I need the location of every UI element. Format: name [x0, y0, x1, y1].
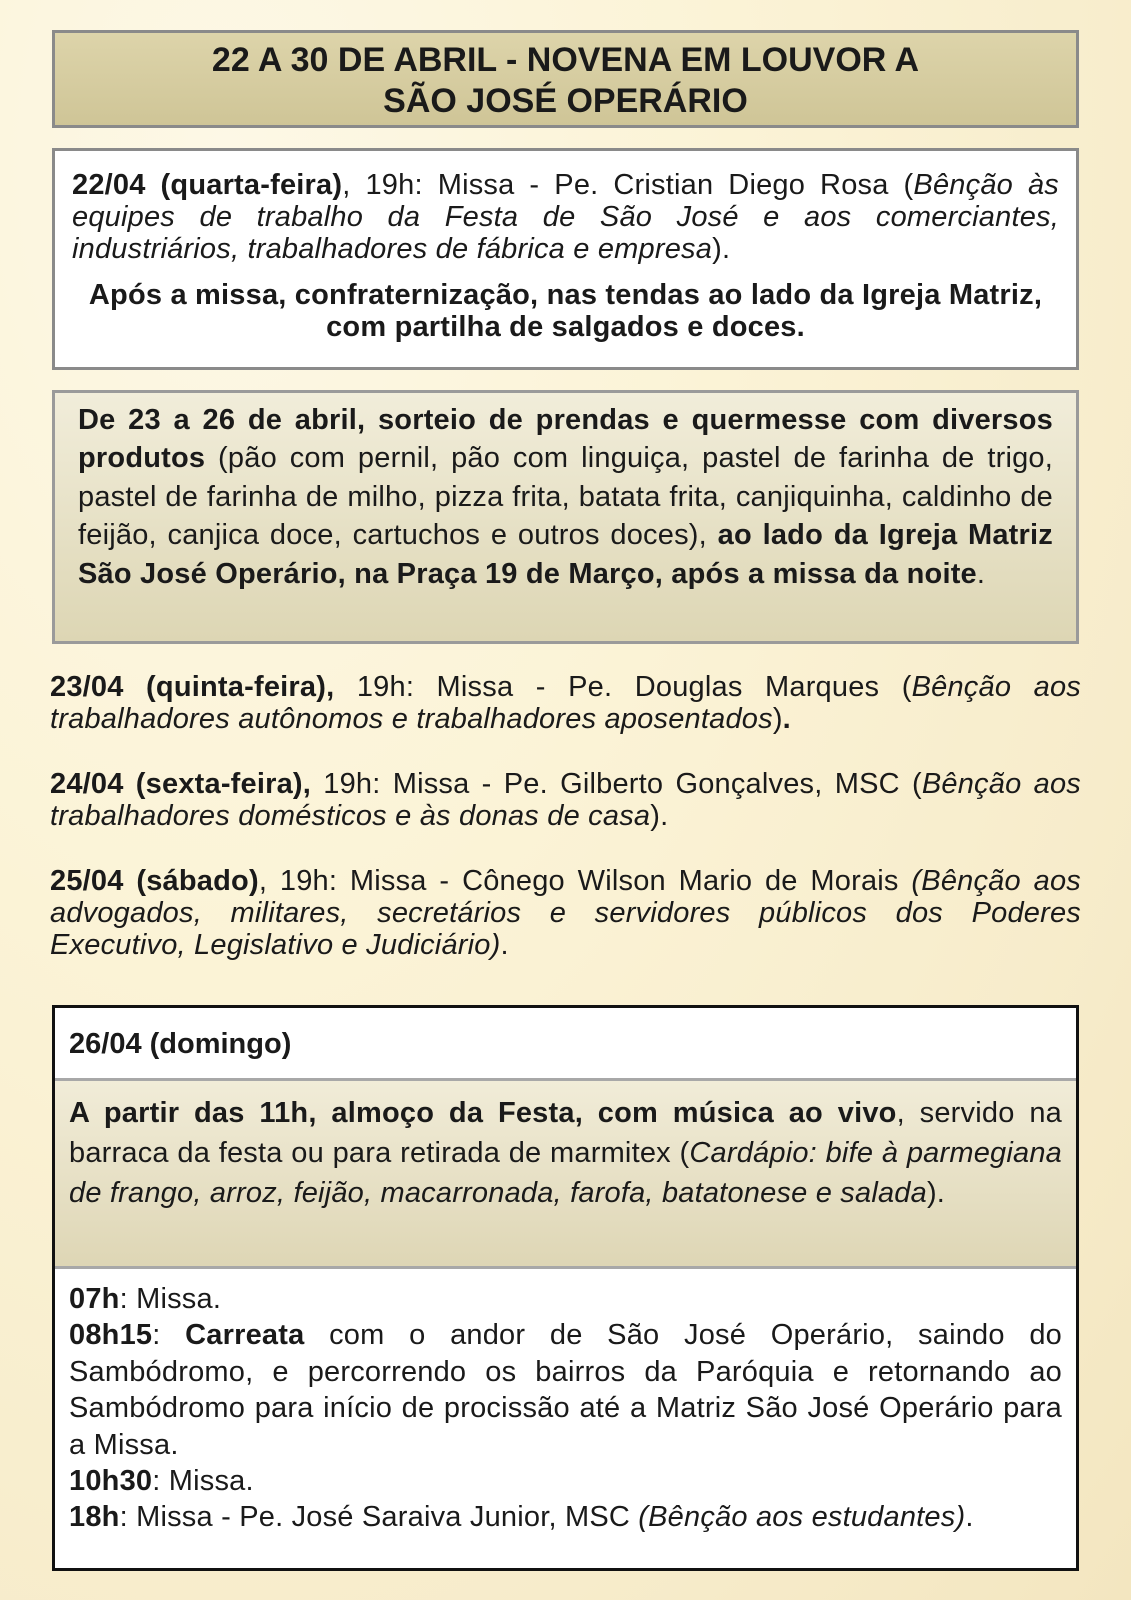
day-2304-close: ) [772, 703, 783, 735]
sunday-schedule [55, 1269, 1076, 1536]
day-2304-text [50, 671, 1081, 735]
title-line-2: SÃO JOSÉ OPERÁRIO [383, 82, 748, 120]
after-mass-note: Após a missa, confraternização, nas tendas ao lado da Igreja Matriz, com partilha de salgados e doces. [88, 279, 1043, 343]
schedule-item-1800 [69, 1499, 1062, 1535]
day-2404-blessing: Bênção aos trabalhadores domésticos e às donas de casa [50, 768, 1081, 832]
paren-close: ). [712, 233, 731, 265]
day-2304-date: 23/04 (quinta-feira), [50, 671, 335, 703]
day-2404-text [50, 768, 1081, 832]
lunch-detail: , servido na barraca da festa ou para retirada de marmitex ( [69, 1097, 1062, 1169]
quermesse-products: (pão com pernil, pão com linguiça, pastel de farinha de trigo, pastel de farinha de milho, pizza frita, batata frita, canjiquinha, caldinho de feijão, canjica doce, cartuchos e outros doces), [78, 442, 1053, 552]
day-2304-blessing: Bênção aos trabalhadores autônomos e trabalhadores aposentados [50, 671, 1081, 735]
day-2404-date: 24/04 (sexta-feira), [50, 768, 312, 800]
schedule-end: . [965, 1501, 974, 1534]
schedule-item-1030 [69, 1463, 1062, 1499]
day-2504-date: 25/04 (sábado) [50, 865, 259, 897]
quermesse-intro: De 23 a 26 de abril, sorteio de prendas e quermesse com diversos produtos [78, 404, 1053, 475]
quermesse-text [78, 401, 1053, 593]
carreata-label: Carreata [185, 1319, 305, 1352]
day-2504-blessing: (Bênção aos advogados, militares, secretários e servidores públicos dos Poderes Executivo, Legislativo e Judiciário) [50, 865, 1081, 961]
day-2404-close: ). [650, 800, 669, 832]
lunch-text [69, 1093, 1062, 1213]
schedule-text: : Missa. [119, 1283, 222, 1315]
schedule-time: 10h30 [69, 1465, 153, 1498]
schedule-text: com o andor de São José Operário, saindo do Sambódromo, e percorrendo os bairros da Paróquia e retornando ao Sambódromo para início de procissão até a Matriz São José Operário para a Missa. [69, 1319, 1062, 1461]
day-2204-mass: , 19h: Missa - Pe. Cristian Diego Rosa [342, 169, 889, 201]
schedule-sep: : [152, 1319, 186, 1352]
day-2204-entry [72, 169, 1059, 265]
day-2504-entry [50, 865, 1081, 961]
day-2304-entry [50, 671, 1081, 735]
page-title [52, 30, 1079, 128]
day-2504-text [50, 865, 1081, 961]
paren-open: ( [888, 169, 914, 201]
day-2504-close: . [500, 929, 509, 961]
quermesse-box [52, 390, 1079, 644]
lunch-menu: Cardápio: bife à parmegiana de frango, arroz, feijão, macarronada, farofa, batatonese e salada [69, 1137, 1062, 1209]
quermesse-end: . [976, 557, 986, 590]
day-2204-blessing: Bênção às equipes de trabalho da Festa de São José e aos comerciantes, industriários, trabalhadores de fábrica e empresa [72, 169, 1059, 265]
day-2304-mass: 19h: Missa - Pe. Douglas Marques ( [334, 671, 912, 703]
day-2604-box [52, 1005, 1079, 1571]
title-line-1: 22 A 30 DE ABRIL - NOVENA EM LOUVOR A [211, 41, 920, 79]
schedule-time: 07h [69, 1283, 120, 1315]
day-2604-heading: 26/04 (domingo) [55, 1008, 1076, 1081]
schedule-item-0700 [69, 1281, 1062, 1317]
lunch-close: ). [926, 1177, 946, 1209]
schedule-time: 08h15 [69, 1319, 153, 1352]
day-2504-mass: , 19h: Missa - Cônego Wilson Mario de Morais [258, 865, 912, 897]
schedule-blessing: (Bênção aos estudantes) [638, 1501, 966, 1534]
schedule-time: 18h [69, 1501, 120, 1534]
schedule-text: : Missa. [152, 1465, 254, 1498]
day-2304-end: . [782, 703, 791, 735]
day-2204-box [52, 148, 1079, 370]
schedule-text: : Missa - Pe. José Saraiva Junior, MSC [119, 1501, 639, 1534]
lunch-section [55, 1081, 1076, 1269]
quermesse-location: ao lado da Igreja Matriz São José Operário, na Praça 19 de Março, após a missa da noite [78, 519, 1053, 590]
lunch-bold: A partir das 11h, almoço da Festa, com música ao vivo [69, 1097, 897, 1129]
day-2404-entry [50, 768, 1081, 832]
day-2204-date: 22/04 (quarta-feira) [72, 169, 343, 201]
schedule-item-0815 [69, 1317, 1062, 1463]
day-2404-mass: 19h: Missa - Pe. Gilberto Gonçalves, MSC ( [311, 768, 922, 800]
